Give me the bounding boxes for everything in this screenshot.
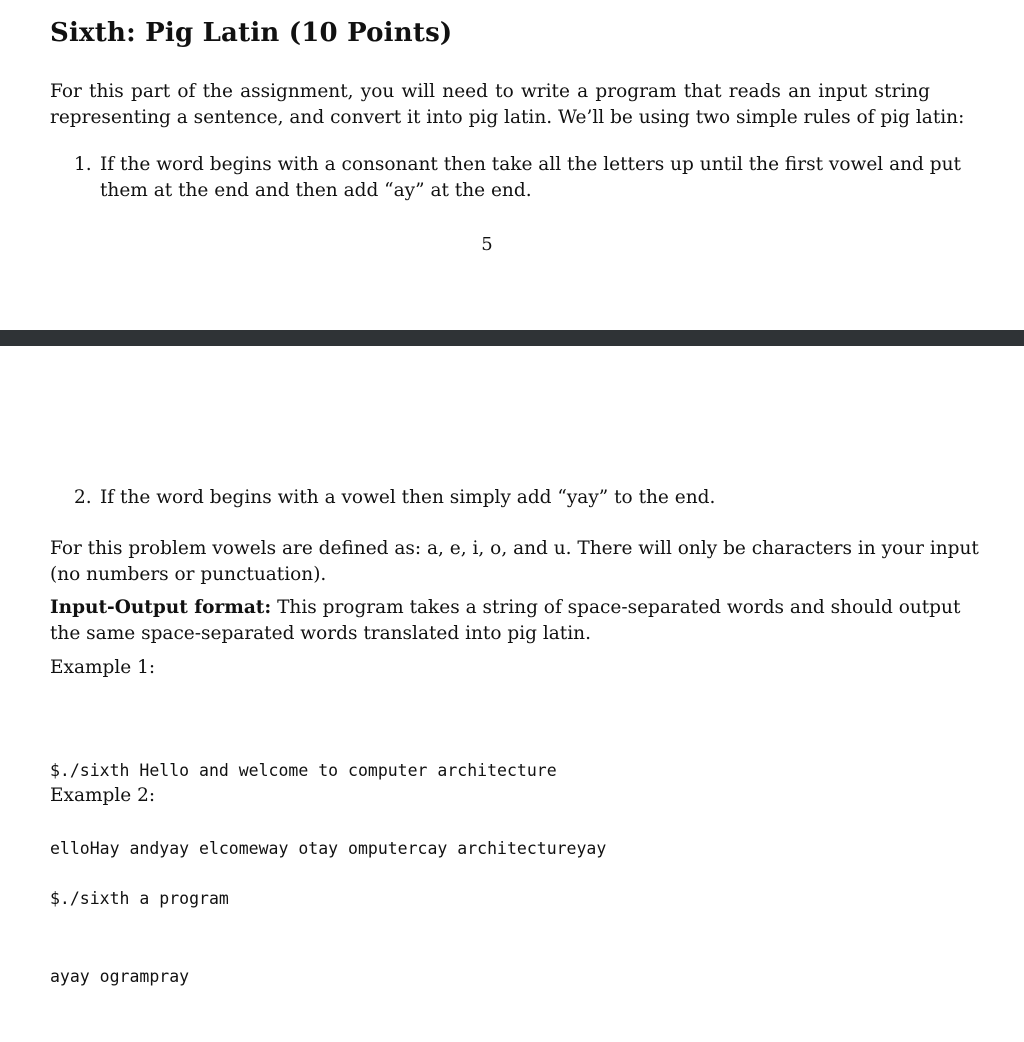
document-page-5 [0,0,1024,330]
rule-1-line-1: If the word begins with a consonant then take all the letters up until the first vowel and put [100,154,961,175]
rule-2-number: 2. [74,487,92,508]
page-separator [0,330,1024,346]
example-1-command: $./sixth Hello and welcome to computer architecture [50,761,557,780]
example-1-output: elloHay andyay elcomeway otay omputercay architectureyay [50,839,607,858]
rule-2-line-1: If the word begins with a vowel then simply add “yay” to the end. [100,487,716,508]
vowels-line-2: (no numbers or punctuation). [50,564,327,585]
vowels-line-1: For this problem vowels are defined as: a, e, i, o, and u. There will only be characters in your input [50,538,979,559]
example-1-label [50,655,930,681]
io-format-line-1 [50,595,961,621]
io-format-label: Input-Output format: [50,597,272,618]
io-format-line-2: the same space-separated words translated into pig latin. [50,623,591,644]
rule-1-line-2: them at the end and then add “ay” at the end. [100,180,532,201]
example-1-label-text: Example 1: [50,657,156,678]
intro-paragraph [50,79,965,131]
example-2-label [50,783,930,809]
example-2-label-text: Example 2: [50,785,156,806]
rule-1-number: 1. [74,154,92,175]
example-2-output: ayay ogrampray [50,967,190,986]
rule-1-text [100,152,961,204]
rule-2-text [100,485,930,511]
io-format-paragraph [50,595,961,647]
intro-line-2: representing a sentence, and convert it into pig latin. We’ll be using two simple rules of pig latin: [50,107,965,128]
section-heading: Sixth: Pig Latin (10 Points) [50,18,453,48]
example-2-command: $./sixth a program [50,889,229,908]
io-format-text: This program takes a string of space-separated words and should output [271,597,961,618]
page-number: 5 [481,234,493,255]
document-page-6 [0,346,1024,986]
vowels-paragraph [50,536,979,588]
example-2-code-block [50,834,229,1042]
intro-line-1: For this part of the assignment, you will need to write a program that reads an input string [50,81,930,102]
